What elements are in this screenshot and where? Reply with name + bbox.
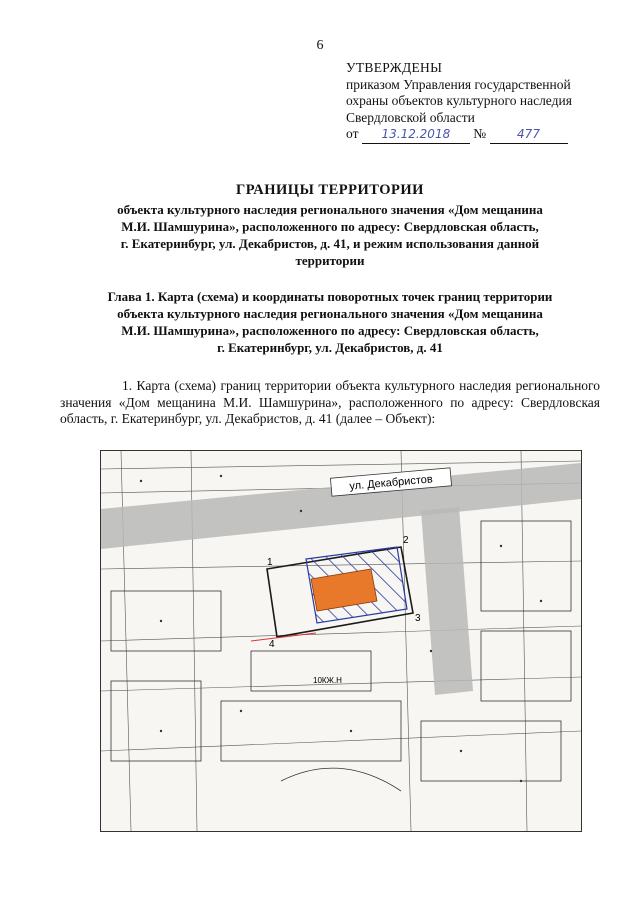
approval-heading: УТВЕРЖДЕНЫ [346, 60, 443, 75]
street-band [101, 463, 581, 549]
approval-block [346, 60, 636, 144]
point-label-1: 1 [267, 557, 273, 568]
chapter-line-4: г. Екатеринбург, ул. Декабристов, д. 41 [217, 340, 443, 355]
approval-date-row [346, 126, 636, 144]
page-number: 6 [316, 38, 324, 53]
point-label-3: 3 [415, 613, 421, 624]
chapter-line-2: объекта культурного наследия регионального значения «Дом мещанина [117, 306, 543, 321]
point-label-4: 4 [269, 639, 275, 650]
chapter-line-1: Глава 1. Карта (схема) и координаты поворотных точек границ территории [107, 289, 553, 304]
title-line-1: объекта культурного наследия регионального значения «Дом мещанина [117, 202, 543, 217]
boundary-map [100, 450, 582, 832]
approval-date: 13.12.2018 [362, 126, 470, 144]
side-street [421, 507, 473, 695]
title-line-2: М.И. Шамшурина», расположенного по адресу: Свердловская область, [121, 219, 539, 234]
map-drawing [101, 451, 581, 831]
document-title [60, 182, 600, 269]
point-label-2: 2 [403, 535, 409, 546]
approval-line-2: охраны объектов культурного наследия [346, 93, 572, 108]
approval-line-3: Свердловской области [346, 109, 475, 125]
chapter-line-3: М.И. Шамшурина», расположенного по адресу: Свердловская область, [121, 323, 539, 338]
building-label: 10КЖ.Н [313, 676, 342, 685]
approval-number: 477 [490, 126, 568, 144]
title-line-3: г. Екатеринбург, ул. Декабристов, д. 41, и режим использования данной [120, 236, 540, 251]
chapter-heading [60, 288, 600, 356]
title-main: ГРАНИЦЫ ТЕРРИТОРИИ [236, 182, 424, 198]
street-label: ул. Декабристов [348, 473, 434, 493]
date-prefix: от [346, 126, 359, 141]
number-prefix: № [473, 126, 487, 141]
paragraph-text: 1. Карта (схема) границ территории объекта культурного наследия регионального значения «Дом мещанина М.И. Шамшурина», расположенного по адресу: Свердловская область, г. Екатеринбург, ул. Декабристов, д. 41 (далее – Объект): [60, 378, 600, 426]
red-line [251, 633, 316, 641]
approval-line-1: приказом Управления государственной [346, 76, 571, 92]
paragraph-1 [60, 378, 600, 428]
title-line-4: территории [295, 253, 365, 268]
